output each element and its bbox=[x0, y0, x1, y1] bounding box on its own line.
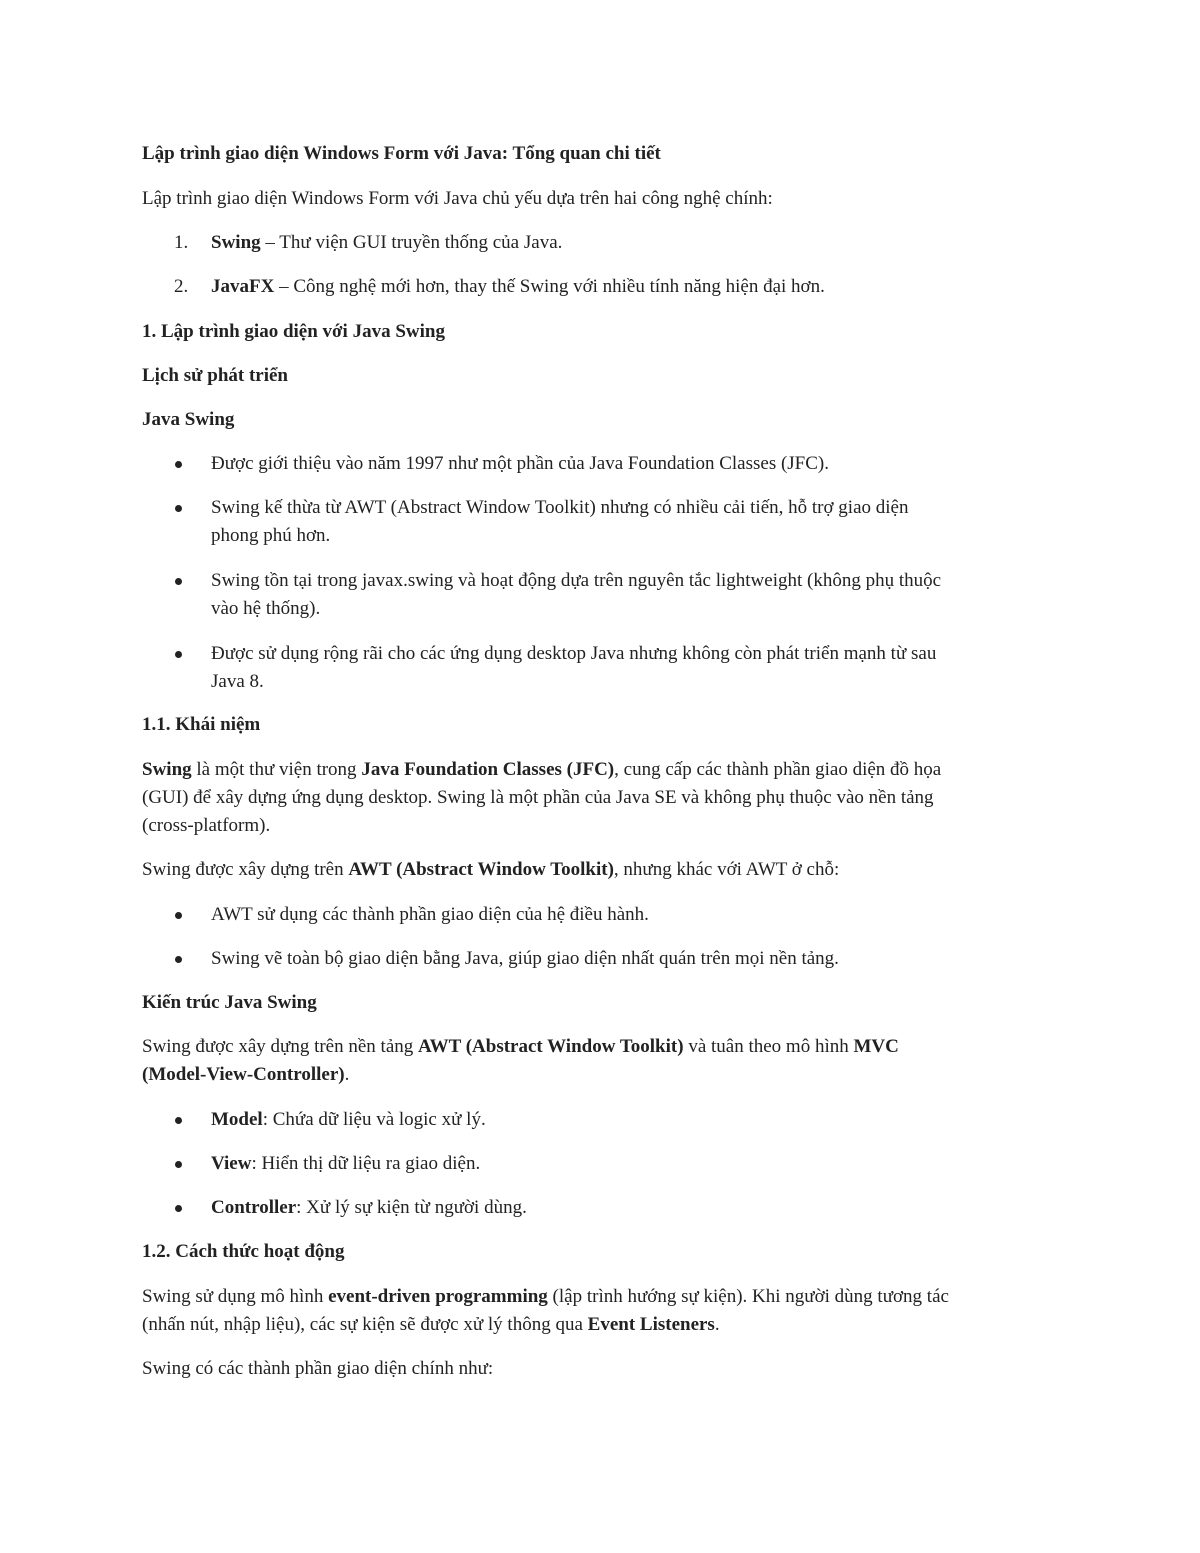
howto-paragraph-line: (nhấn nút, nhập liệu), các sự kiện sẽ được xử lý thông qua Event Listeners. bbox=[142, 1314, 720, 1335]
list-item-text: Swing vẽ toàn bộ giao diện bằng Java, giúp giao diện nhất quán trên mọi nền tảng. bbox=[211, 948, 839, 969]
subsection-heading: Java Swing bbox=[142, 409, 235, 430]
list-item-text: – Thư viện GUI truyền thống của Java. bbox=[260, 232, 563, 253]
concept-paragraph-line: (cross-platform). bbox=[142, 815, 271, 836]
bullet-icon bbox=[175, 505, 182, 512]
list-item-text: phong phú hơn. bbox=[211, 525, 331, 546]
list-item-text: Swing tồn tại trong javax.swing và hoạt động dựa trên nguyên tắc lightweight (không phụ thuộc bbox=[211, 570, 942, 591]
document-page: Lập trình giao diện Windows Form với Java: Tổng quan chi tiết Lập trình giao diện Windows Form với Java chủ yếu dựa trên hai công nghệ chính: 1. Swing – Thư viện GUI truyền thống của Java. 2. JavaFX – Công nghệ mới hơn, thay thế Swing với nhiều tính năng hiện đại hơn. 1. Lập trình giao diện với Java Swing Lịch sử phát triển Java Swing Được giới thiệu vào năm 1997 như một phần của Java Foundation Classes (JFC). Swing kế thừa từ AWT (Abstract Window Toolkit) nhưng có nhiều cải tiến, hỗ trợ giao diện phong phú hơn. Swing tồn tại trong javax.swing và hoạt động dựa trên nguyên tắc lightweight (không phụ thuộc vào hệ thống). Được sử dụng rộng rãi cho các ứng dụng desktop Java nhưng không còn phát triển mạnh từ sau Java 8. 1.1. Khái niệm Swing là một thư viện trong Java Foundation Classes (JFC), cung cấp các thành phần giao diện đồ họa (GUI) để xây dựng ứng dụng desktop. Swing là một phần của Java SE và không phụ thuộc vào nền tảng (cross-platform). Swing được xây dựng trên AWT (Abstract Window Toolkit), nhưng khác với AWT ở chỗ: AWT sử dụng các thành phần giao diện của hệ điều hành. Swing vẽ toàn bộ giao diện bằng Java, giúp giao diện nhất quán trên mọi nền tảng. Kiến trúc Java Swing Swing được xây dựng trên nền tảng AWT (Abstract Window Toolkit) và tuân theo mô hình MVC (Model-View-Controller). Model: Chứa dữ liệu và logic xử lý. View: Hiển thị dữ liệu ra giao diện. Controller: Xử lý sự kiện từ người dùng. 1.2. Cách thức hoạt động Swing sử dụng mô hình event-driven programming (lập trình hướng sự kiện). Khi người dùng tương tác (nhấn nút, nhập liệu), các sự kiện sẽ được xử lý thông qua Event Listeners. Swing có các thành phần giao diện chính như: bbox=[0, 0, 1200, 1553]
bullet-icon bbox=[175, 461, 182, 468]
concept-paragraph-line: Swing là một thư viện trong Java Foundation Classes (JFC), cung cấp các thành phần giao diện đồ họa bbox=[142, 759, 942, 780]
list-item-text: Swing kế thừa từ AWT (Abstract Window Toolkit) nhưng có nhiều cải tiến, hỗ trợ giao diện bbox=[211, 497, 909, 518]
howto-paragraph-2: Swing có các thành phần giao diện chính như: bbox=[142, 1358, 494, 1379]
bullet-icon bbox=[175, 1117, 182, 1124]
list-item-bold: Swing bbox=[211, 232, 261, 253]
howto-paragraph-line: Swing sử dụng mô hình event-driven programming (lập trình hướng sự kiện). Khi người dùng tương tác bbox=[142, 1286, 949, 1307]
concept-paragraph-2: Swing được xây dựng trên AWT (Abstract Window Toolkit), nhưng khác với AWT ở chỗ: bbox=[142, 859, 840, 880]
concept-paragraph-line: (GUI) để xây dựng ứng dụng desktop. Swing là một phần của Java SE và không phụ thuộc vào nền tảng bbox=[142, 787, 934, 808]
list-number: 1. bbox=[174, 232, 189, 253]
arch-paragraph-line: (Model-View-Controller). bbox=[142, 1064, 350, 1085]
list-item bbox=[0, 640, 1200, 696]
bullet-icon bbox=[175, 651, 182, 658]
list-item-text: – Công nghệ mới hơn, thay thế Swing với nhiều tính năng hiện đại hơn. bbox=[274, 276, 825, 297]
subsection-heading: 1.2. Cách thức hoạt động bbox=[142, 1241, 345, 1262]
intro-paragraph: Lập trình giao diện Windows Form với Java chủ yếu dựa trên hai công nghệ chính: bbox=[142, 188, 773, 209]
section-heading: 1. Lập trình giao diện với Java Swing bbox=[142, 321, 445, 342]
bullet-icon bbox=[175, 956, 182, 963]
list-item-text: Được giới thiệu vào năm 1997 như một phần của Java Foundation Classes (JFC). bbox=[211, 453, 830, 474]
list-item-text: Java 8. bbox=[211, 671, 264, 692]
bullet-icon bbox=[175, 1205, 182, 1212]
list-item-text: vào hệ thống). bbox=[211, 598, 321, 619]
list-item-text: Được sử dụng rộng rãi cho các ứng dụng desktop Java nhưng không còn phát triển mạnh từ sau bbox=[211, 643, 937, 664]
subsection-heading: Lịch sử phát triển bbox=[142, 365, 288, 386]
list-item bbox=[0, 567, 1200, 623]
list-item-text: AWT sử dụng các thành phần giao diện của hệ điều hành. bbox=[211, 904, 649, 925]
subsection-heading: Kiến trúc Java Swing bbox=[142, 992, 317, 1013]
list-item-bold: JavaFX bbox=[211, 276, 275, 297]
arch-paragraph-line: Swing được xây dựng trên nền tảng AWT (Abstract Window Toolkit) và tuân theo mô hình MVC bbox=[142, 1036, 899, 1057]
subsection-heading: 1.1. Khái niệm bbox=[142, 714, 261, 735]
bullet-icon bbox=[175, 578, 182, 585]
bullet-icon bbox=[175, 1161, 182, 1168]
list-number: 2. bbox=[174, 276, 189, 297]
list-item bbox=[0, 494, 1200, 550]
document-title: Lập trình giao diện Windows Form với Java: Tổng quan chi tiết bbox=[142, 143, 661, 164]
bullet-icon bbox=[175, 912, 182, 919]
